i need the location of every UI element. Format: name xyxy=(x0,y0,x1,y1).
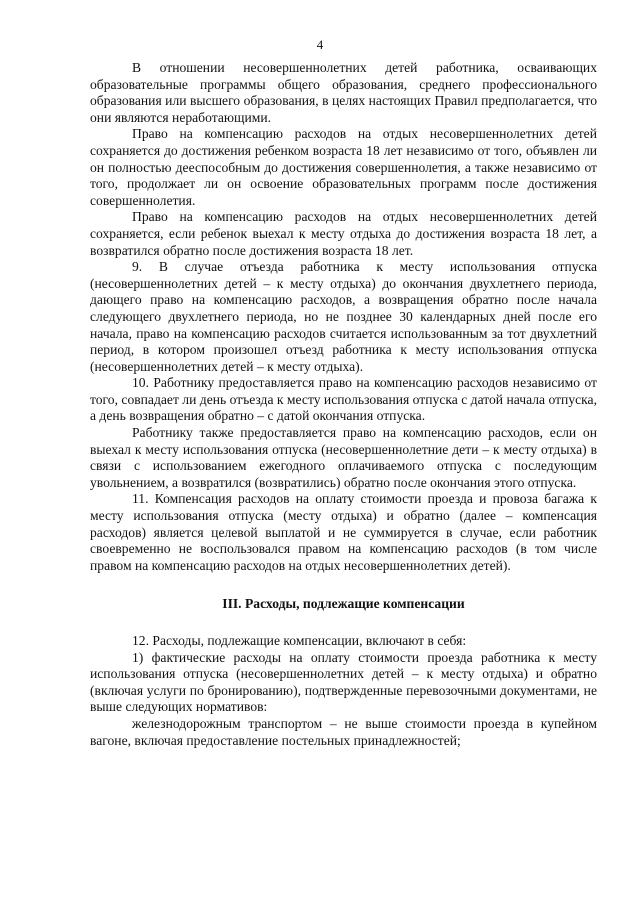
paragraph: железнодорожным транспортом – не выше стоимости проезда в купейном вагоне, включая предоставление постельных принадлежностей; xyxy=(90,715,597,748)
paragraph: Работнику также предоставляется право на компенсацию расходов, если он выехал к месту использования отпуска (несовершеннолетние дети – к месту отдыха) в связи с использованием ежегодного оплачиваемого отпуска с последующим увольнением, а возвратился (возвратились) обратно после окончания этого отпуска. xyxy=(90,425,597,490)
page-number: 4 xyxy=(316,37,324,52)
document-body xyxy=(90,60,597,749)
paragraph: Право на компенсацию расходов на отдых несовершеннолетних детей сохраняется, если ребенок выехал к месту отдыха до достижения возраста 18 лет, а возвратился обратно после достижения возраста 18 лет. xyxy=(90,209,597,258)
section-title: III. Расходы, подлежащие компенсации xyxy=(222,596,465,612)
paragraph: 11. Компенсация расходов на оплату стоимости проезда и провоза багажа к месту использования отпуска (месту отдыха) и обратно (далее – компенсация расходов) является целевой выплатой и не суммируется в случае, если работник своевременно не воспользовался правом на компенсацию расходов (в том числе правом на компенсацию расходов на отдых несовершеннолетних детей). xyxy=(90,491,597,573)
paragraph: Право на компенсацию расходов на отдых несовершеннолетних детей сохраняется до достижения ребенком возраста 18 лет независимо от того, объявлен ли он полностью дееспособным до достижения совершеннолетия, а также независимо от того, продолжает ли он освоение образовательных программ после достижения совершеннолетия. xyxy=(90,126,597,208)
paragraph: 10. Работнику предоставляется право на компенсацию расходов независимо от того, совпадает ли день отъезда к месту использования отпуска с датой начала отпуска, а день возвращения обратно – с датой окончания отпуска. xyxy=(90,375,597,424)
paragraph: 1) фактические расходы на оплату стоимости проезда работника к месту использования отпуска (несовершеннолетних детей – к месту отдыха) и обратно (включая услуги по бронированию), подтвержденные перевозочными документами, не выше следующих нормативов: xyxy=(90,649,597,715)
paragraph: В отношении несовершеннолетних детей работника, осваивающих образовательные программы общего образования, среднего профессионального образования или высшего образования, в целях настоящих Правил предполагается, что они являются неработающими. xyxy=(90,60,597,125)
paragraph: 9. В случае отъезда работника к месту использования отпуска (несовершеннолетних детей – к месту отдыха) до окончания двухлетнего периода, дающего право на компенсацию расходов, а возвращения обратно после начала следующего двухлетнего периода, но не позднее 30 календарных дней после его начала, право на компенсацию расходов считается использованным за тот двухлетний период, в котором произошел отъезд работника к месту использования отпуска (несовершеннолетних детей – к месту отдыха). xyxy=(90,259,597,374)
paragraph: 12. Расходы, подлежащие компенсации, включают в себя: xyxy=(132,633,467,648)
